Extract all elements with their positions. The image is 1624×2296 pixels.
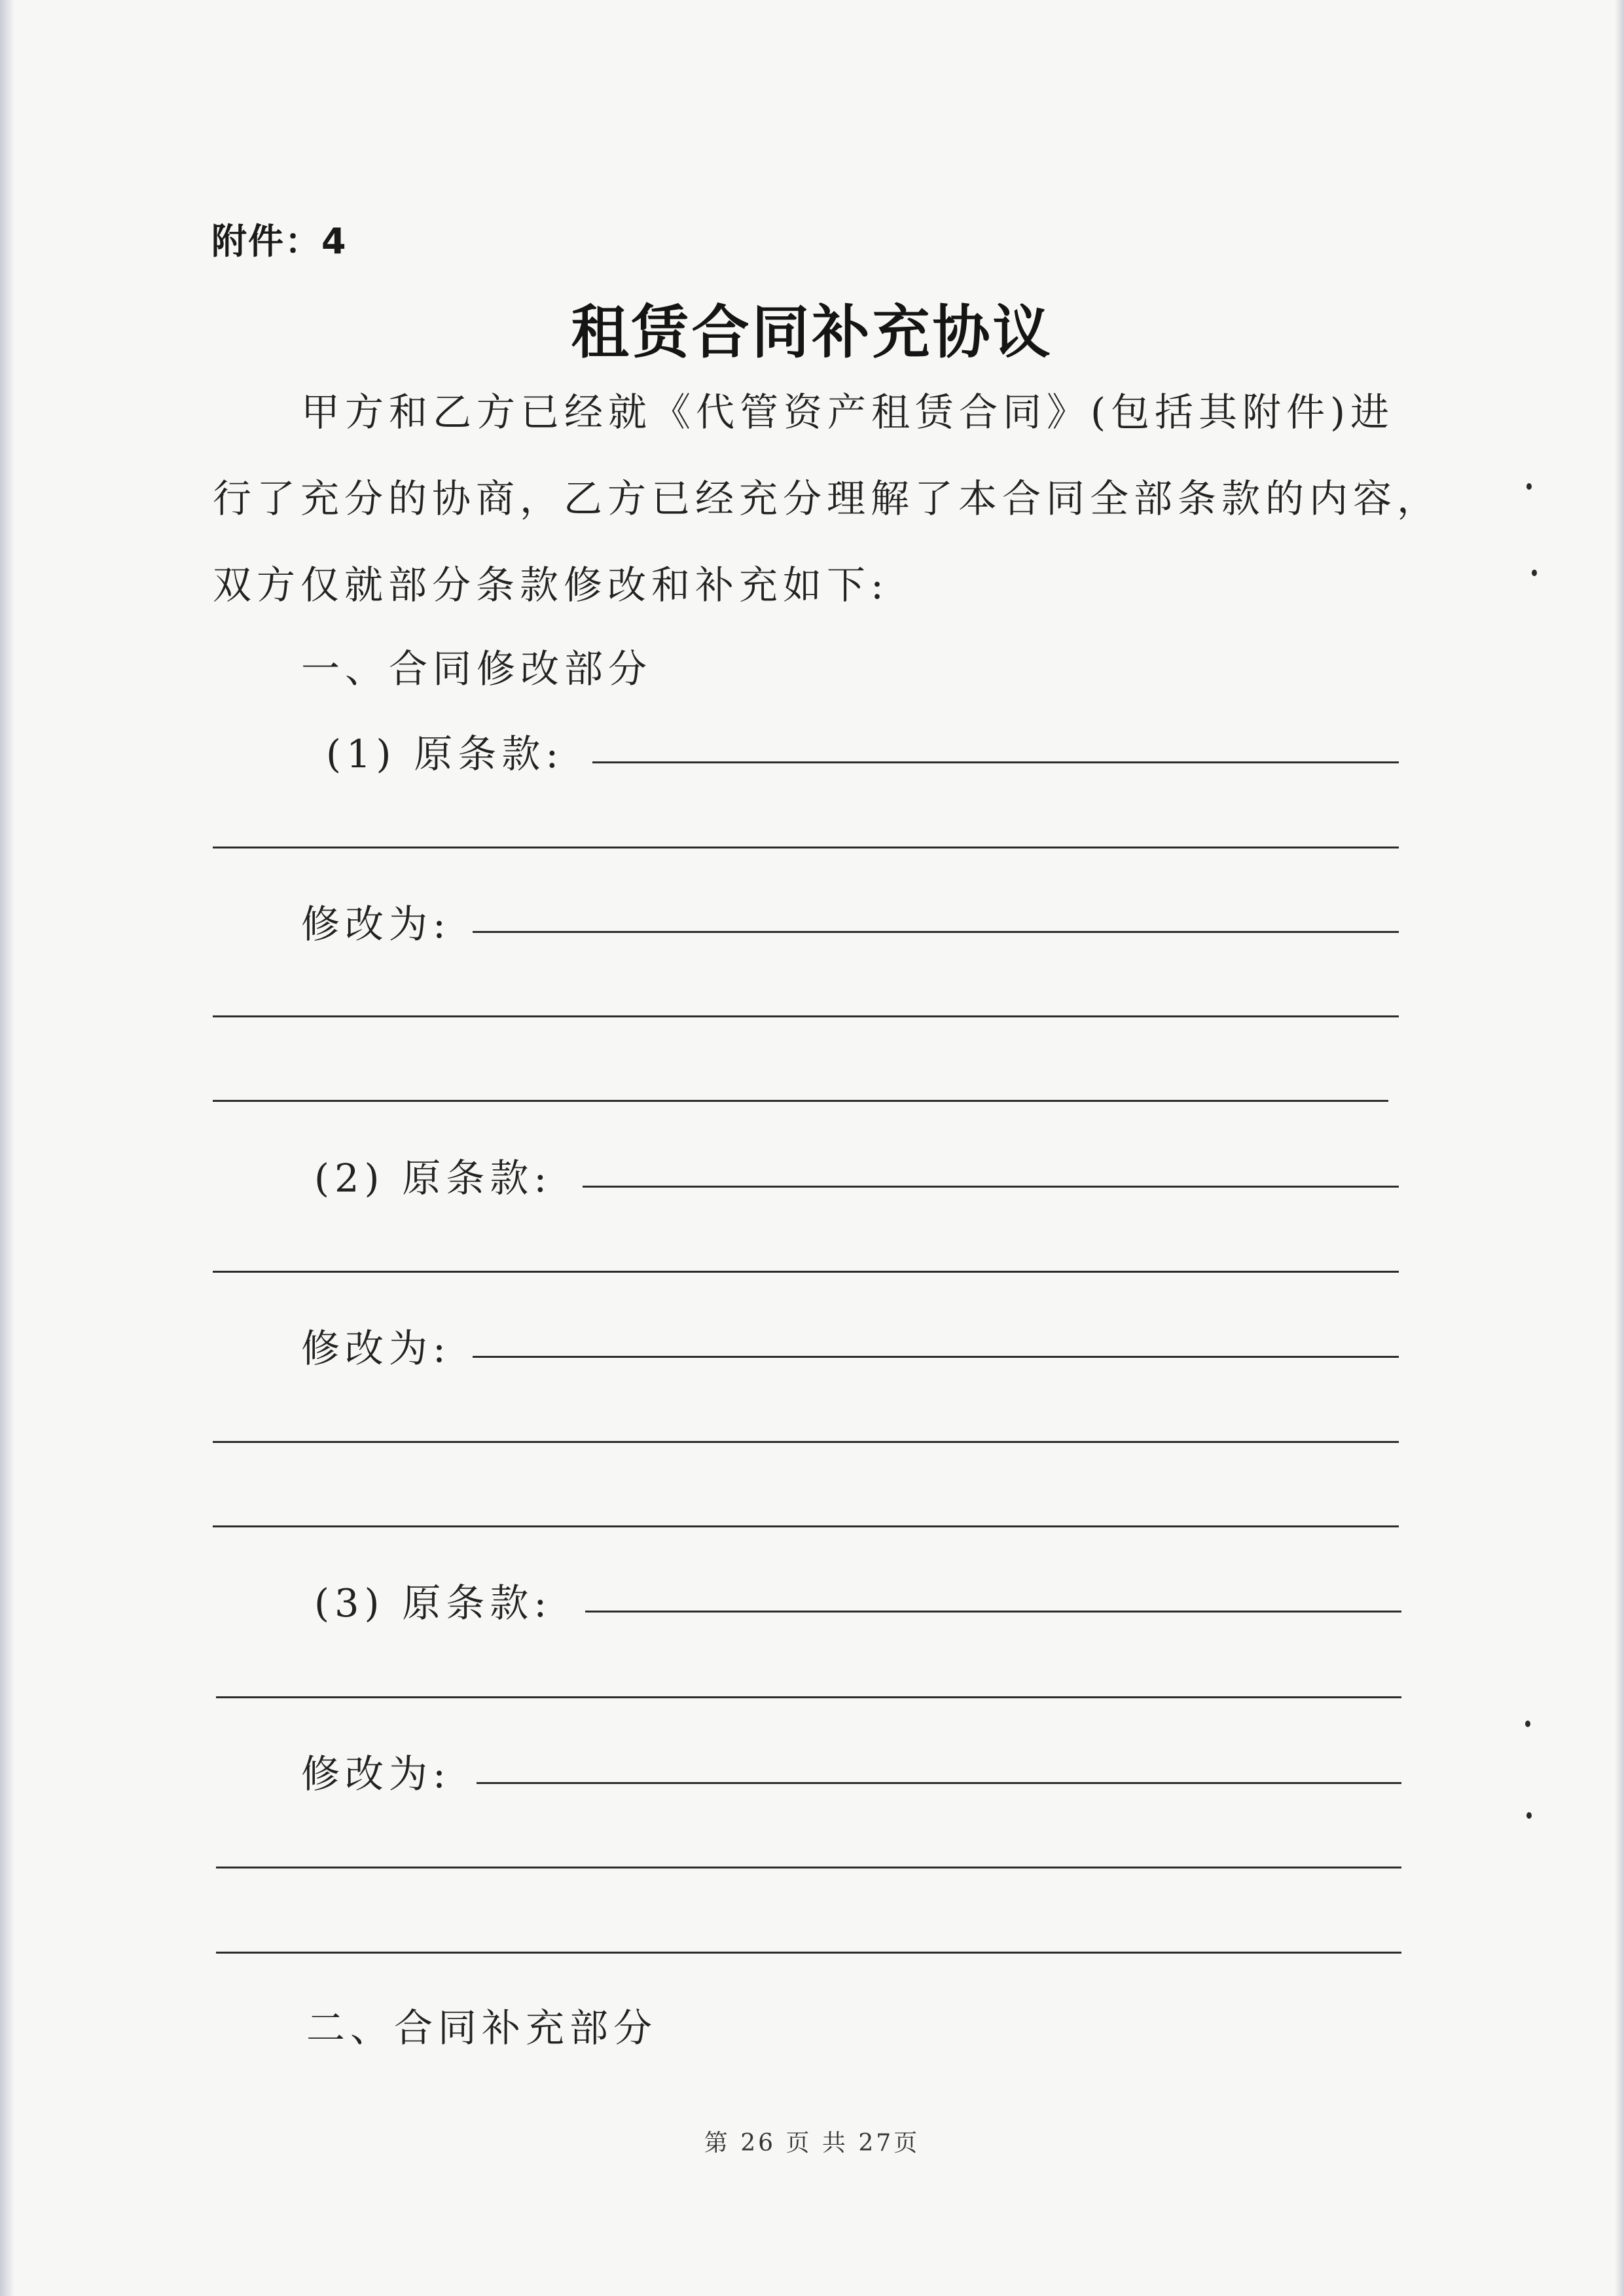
item-1-original-blank-line[interactable]: [213, 847, 1399, 848]
page-number-footer: 第 26 页 共 27页: [704, 2130, 920, 2157]
scan-speck: [1525, 1721, 1530, 1727]
item-2-modified-label: 修改为:: [301, 1326, 451, 1371]
attachment-label: 附件：4: [211, 221, 348, 262]
item-3-original-blank[interactable]: [585, 1611, 1401, 1613]
scan-speck: [1526, 1812, 1532, 1819]
item-1-modified-blank[interactable]: [473, 931, 1399, 933]
scan-speck: [1532, 570, 1537, 576]
item-3-modified-blank[interactable]: [477, 1782, 1401, 1784]
document-title: 租赁合同补充协议: [571, 299, 1053, 366]
item-3-modified-label: 修改为:: [301, 1751, 451, 1796]
item-3-modified-blank-line[interactable]: [216, 1867, 1401, 1868]
intro-line-3: 双方仅就部分条款修改和补充如下:: [213, 562, 889, 608]
item-3-original-label: (3) 原条款:: [314, 1580, 552, 1626]
item-2-modified-blank-line[interactable]: [213, 1441, 1399, 1443]
item-3-modified-blank-line[interactable]: [216, 1952, 1401, 1954]
item-2-modified-blank-line[interactable]: [213, 1525, 1399, 1527]
item-2-original-label: (2) 原条款:: [314, 1156, 552, 1201]
item-1-original-label: (1) 原条款:: [326, 731, 564, 776]
item-2-original-blank-line[interactable]: [213, 1271, 1399, 1273]
scan-speck: [1526, 483, 1532, 490]
intro-line-2: 行了充分的协商，乙方已经充分理解了本合同全部条款的内容，: [213, 476, 1441, 521]
intro-line-1: 甲方和乙方已经就《代管资产租赁合同》(包括其附件)进: [301, 390, 1395, 435]
item-1-original-blank[interactable]: [592, 761, 1399, 763]
item-2-original-blank[interactable]: [583, 1186, 1399, 1188]
item-1-modified-blank-line[interactable]: [213, 1100, 1388, 1102]
item-2-modified-blank[interactable]: [473, 1356, 1399, 1358]
item-1-modified-blank-line[interactable]: [213, 1015, 1399, 1017]
section-2-heading: 二、合同补充部分: [306, 2005, 658, 2050]
item-3-original-blank-line[interactable]: [216, 1696, 1401, 1698]
section-1-heading: 一、合同修改部分: [301, 646, 653, 691]
item-1-modified-label: 修改为:: [301, 902, 451, 947]
